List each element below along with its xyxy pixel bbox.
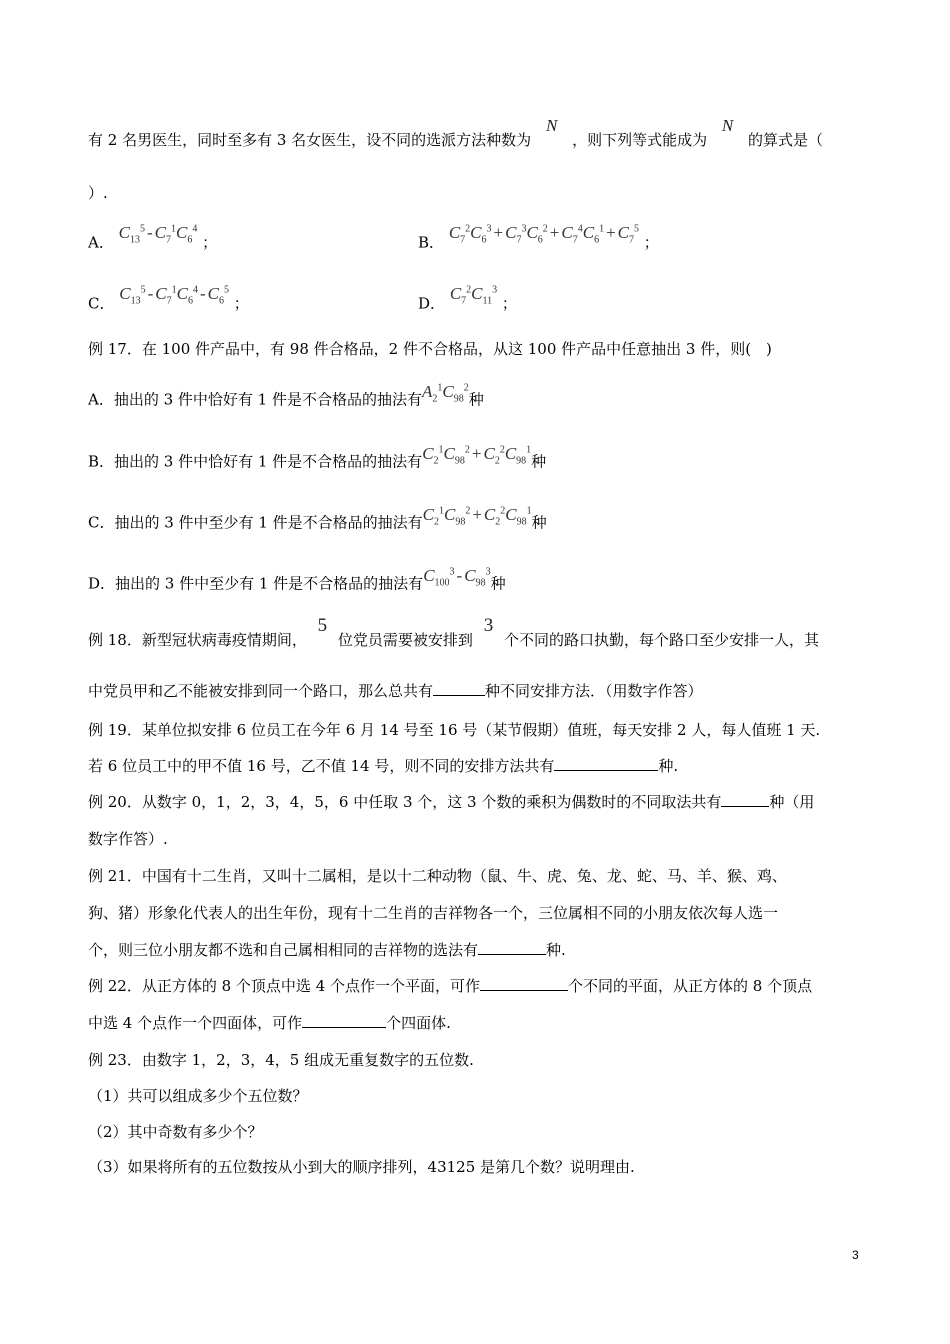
- q16-stem-line1: 有 2 名男医生，同时至多有 3 名女医生，设不同的选派方法种数为 N ，则下列等式能成为 N 的算式是（: [88, 116, 824, 149]
- q23-part-2: （2）其中奇数有多少个？: [88, 1123, 263, 1141]
- q16-option-d: D． $C_7^2C_{11}^3$ ；: [418, 283, 517, 313]
- q21-line3: 个，则三位小朋友都不选和自己属相相同的吉祥物的选法有 种.: [88, 941, 566, 959]
- q22-line1: 例 22．从正方体的 8 个顶点中选 4 个点作一个平面，可作 个不同的平面，从正方体的 8 个顶点: [88, 977, 813, 995]
- formula-17a: $A_2^1C_{98}^2$: [422, 381, 469, 405]
- q23-stem: 例 23．由数字 1，2，3，4，5 组成无重复数字的五位数.: [88, 1051, 474, 1069]
- q17-stem: 例 17．在 100 件产品中，有 98 件合格品，2 件不合格品，从这 100 件产品中任意抽出 3 件，则( ): [88, 340, 772, 358]
- q16-option-b: B． $C_7^2C_6^3 + C_7^3C_6^2 + C_7^4C_6^1 + C_7^5$ ；: [418, 222, 659, 252]
- q16-stem-line2: ）.: [88, 184, 108, 202]
- answer-blank[interactable]: [478, 940, 546, 955]
- answer-blank[interactable]: [302, 1013, 386, 1028]
- answer-blank[interactable]: [433, 681, 485, 696]
- number-3: 3: [483, 615, 494, 636]
- q19-line1: 例 19．某单位拟安排 6 位员工在今年 6 月 14 号至 16 号（某节假期）值班，每天安排 2 人，每人值班 1 天.: [88, 721, 821, 739]
- q17-option-c: C．抽出的 3 件中至少有 1 件是不合格品的抽法有$C_2^1C_{98}^2 + C_2^2C_{98}^1$种: [88, 504, 547, 532]
- formula-a: $C_{13}^5 - C_7^1C_6^4$: [118, 222, 198, 246]
- formula-c: $C_{13}^5 - C_7^1C_6^4 - C_6^5$: [119, 283, 229, 307]
- q16-option-c: C． $C_{13}^5 - C_7^1C_6^4 - C_6^5$ ；: [88, 283, 249, 313]
- answer-blank[interactable]: [554, 756, 658, 771]
- q23-part-3: （3）如果将所有的五位数按从小到大的顺序排列，43125 是第几个数？说明理由.: [88, 1158, 635, 1176]
- q23-part-1: （1）共可以组成多少个五位数？: [88, 1087, 308, 1105]
- page-number: 3: [852, 1248, 859, 1262]
- formula-17c: $C_2^1C_{98}^2 + C_2^2C_{98}^1$: [422, 504, 532, 528]
- formula-17b: $C_2^1C_{98}^2 + C_2^2C_{98}^1$: [422, 443, 532, 467]
- number-5: 5: [317, 615, 328, 636]
- q16-option-a: A． $C_{13}^5 - C_7^1C_6^4$ ；: [88, 222, 218, 252]
- q17-option-a: A．抽出的 3 件中恰好有 1 件是不合格品的抽法有$A_2^1C_{98}^2$种: [88, 381, 484, 409]
- q20-line2: 数字作答）.: [88, 830, 168, 848]
- formula-17d: $C_{100}^3 - C_{98}^3$: [423, 565, 491, 589]
- q18-line1: 例 18．新型冠状病毒疫情期间， 5 位党员需要被安排到 3 个不同的路口执勤，每个路口至少安排一人，其: [88, 615, 820, 649]
- q17-option-b: B．抽出的 3 件中恰好有 1 件是不合格品的抽法有$C_2^1C_{98}^2 + C_2^2C_{98}^1$种: [88, 443, 547, 471]
- answer-blank[interactable]: [721, 792, 769, 807]
- formula-d: $C_7^2C_{11}^3$: [449, 283, 498, 307]
- answer-blank[interactable]: [480, 976, 568, 991]
- q22-line2: 中选 4 个点作一个四面体，可作 个四面体.: [88, 1014, 451, 1032]
- q17-option-d: D．抽出的 3 件中至少有 1 件是不合格品的抽法有$C_{100}^3 - C_{98}^3$种: [88, 565, 506, 593]
- q19-line2: 若 6 位员工中的甲不值 16 号，乙不值 14 号，则不同的安排方法共有 种.: [88, 757, 679, 775]
- variable-n: N: [721, 116, 734, 135]
- variable-n: N: [545, 116, 558, 135]
- q18-line2: 中党员甲和乙不能被安排到同一个路口，那么总共有 种不同安排方法．（用数字作答）: [88, 682, 703, 700]
- q20-line1: 例 20．从数字 0，1，2，3，4，5，6 中任取 3 个，这 3 个数的乘积为偶数时的不同取法共有 种（用: [88, 793, 815, 811]
- formula-b: $C_7^2C_6^3 + C_7^3C_6^2 + C_7^4C_6^1 + C_7^5$: [448, 222, 639, 246]
- q21-line1: 例 21．中国有十二生肖，又叫十二属相，是以十二种动物（鼠、牛、虎、兔、龙、蛇、马、羊、猴、鸡、: [88, 867, 787, 885]
- q21-line2: 狗、猪）形象化代表人的出生年份，现有十二生肖的吉祥物各一个，三位属相不同的小朋友依次每人选一: [88, 904, 779, 922]
